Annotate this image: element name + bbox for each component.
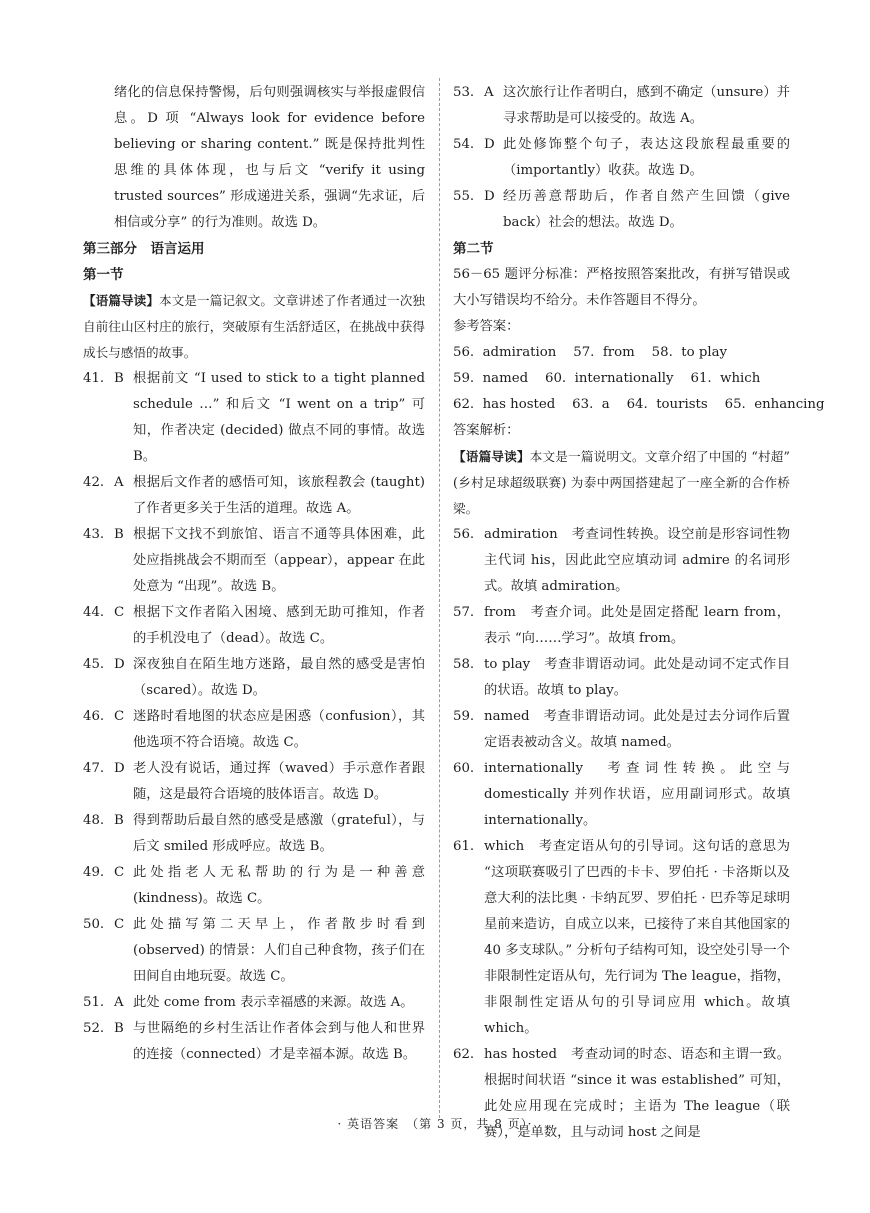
answer-item bbox=[83, 704, 425, 756]
scoring-standard: 56－65 题评分标准：严格按照答案批改，有拼写错误或大小写错误均不给分。未作答题目不得分。 bbox=[453, 267, 790, 308]
answer-item bbox=[83, 652, 425, 704]
item-explanation: 老人没有说话，通过挥（waved）手示意作者跟随，这是最符合语境的肢体语言。故选 D。 bbox=[133, 761, 425, 802]
item-answer: B bbox=[114, 1021, 124, 1036]
item-answer: A bbox=[114, 995, 124, 1010]
item-number: 61. bbox=[453, 839, 475, 854]
item-answer: C bbox=[114, 865, 125, 880]
item-number: 50. bbox=[83, 917, 105, 932]
item-explanation: 根据前文 “I used to stick to a tight planned schedule …” 和后文 “I went on a trip” 可知，作者决定 (decided) 做点不同的事情。故选 B。 bbox=[133, 371, 425, 464]
item-explanation: 此处指老人无私帮助的行为是一种善意(kindness)。故选 C。 bbox=[133, 865, 425, 906]
item-number: 60. bbox=[453, 761, 475, 776]
item-number: 44. bbox=[83, 605, 105, 620]
item-number: 43. bbox=[83, 527, 105, 542]
item-answer: D bbox=[484, 189, 495, 204]
intro-paragraph: 绪化的信息保持警惕，后句则强调核实与举报虚假信息。D 项 “Always look for evidence before believing or sharing content.” 既是保持批判性思维的具体体现，也与后文 “verify it using trusted sources” 形成递进关系，强调“先求证，后相信或分享” 的行为准则。故选 D。 bbox=[114, 85, 425, 230]
item-explanation: 此处 come from 表示幸福感的来源。故选 A。 bbox=[133, 995, 414, 1010]
answer-item bbox=[83, 522, 425, 600]
answer-item bbox=[83, 600, 425, 652]
item-number: 48. bbox=[83, 813, 105, 828]
answer-item bbox=[83, 366, 425, 470]
answer-item bbox=[453, 600, 790, 652]
item-number: 55. bbox=[453, 189, 475, 204]
item-answer: A bbox=[114, 475, 124, 490]
item-explanation: 根据后文作者的感悟可知，该旅程教会 (taught) 了作者更多关于生活的道理。故选 A。 bbox=[133, 475, 425, 516]
answer-item bbox=[83, 1016, 425, 1068]
item-answer: D bbox=[484, 137, 495, 152]
answer-item bbox=[453, 522, 790, 600]
item-answer: C bbox=[114, 917, 125, 932]
item-answer: D bbox=[114, 761, 125, 776]
answer-item bbox=[83, 808, 425, 860]
answer-item bbox=[83, 912, 425, 990]
reference-label: 参考答案： bbox=[453, 319, 520, 334]
answer-item bbox=[83, 860, 425, 912]
item-explanation: 根据下文作者陷入困境、感到无助可推知，作者的手机没电了（dead）。故选 C。 bbox=[133, 605, 425, 646]
answer-key-row: 59. named 60. internationally 61. which bbox=[453, 371, 761, 386]
item-number: 54. bbox=[453, 137, 475, 152]
item-answer: B bbox=[114, 371, 124, 386]
item-answer: C bbox=[114, 605, 125, 620]
explanation-list bbox=[453, 522, 790, 1146]
item-number: 56. bbox=[453, 527, 475, 542]
answer-item bbox=[453, 704, 790, 756]
item-number: 57. bbox=[453, 605, 475, 620]
item-explanation: 经历善意帮助后，作者自然产生回馈（give back）社会的想法。故选 D。 bbox=[503, 189, 790, 230]
item-number: 62. bbox=[453, 1047, 475, 1062]
item-number: 59. bbox=[453, 709, 475, 724]
answer-item bbox=[83, 470, 425, 522]
section-title: 第二节 bbox=[453, 241, 494, 257]
answer-item bbox=[83, 756, 425, 808]
item-explanation: has hosted 考查动词的时态、语态和主谓一致。根据时间状语 “since it was established” 可知，此处应用现在完成时；主语为 The league（联赛），是单数，且与动词 host 之间是 bbox=[484, 1047, 790, 1140]
item-explanation: named 考查非谓语动词。此处是过去分词作后置定语表被动含义。故填 named。 bbox=[484, 709, 790, 750]
answer-key-row: 62. has hosted 63. a 64. tourists 65. enhancing bbox=[453, 397, 825, 412]
answer-item bbox=[453, 756, 790, 834]
left-column bbox=[83, 80, 425, 1068]
item-explanation: 与世隔绝的乡村生活让作者体会到与他人和世界的连接（connected）才是幸福本源。故选 B。 bbox=[133, 1021, 425, 1062]
page-footer: · 英语答案 （第 3 页，共 8 页）· bbox=[337, 1117, 533, 1131]
item-number: 47. bbox=[83, 761, 105, 776]
item-answer: B bbox=[114, 527, 124, 542]
item-number: 53. bbox=[453, 85, 475, 100]
item-explanation: internationally 考查词性转换。此空与 domestically 并列作状语，应用副词形式。故填 internationally。 bbox=[484, 761, 790, 828]
item-answer: A bbox=[484, 85, 494, 100]
item-explanation: which 考查定语从句的引导词。这句话的意思为 “这项联赛吸引了巴西的卡卡、罗伯托 · 卡洛斯以及意大利的法比奥 · 卡纳瓦罗、罗伯托 · 巴乔等足球明星前来造访，自成立以来，已接待了来自其他国家的 40 多支球队。” 分析句子结构可知，设空处引导一个非限制性定语从句，先行词为 The league，指物，非限制性定语从句的引导词应用 which。故填 which。 bbox=[484, 839, 790, 1036]
item-number: 51. bbox=[83, 995, 105, 1010]
item-explanation: 根据下文找不到旅馆、语言不通等具体困难，此处应指挑战会不期而至（appear），appear 在此处意为 “出现”。故选 B。 bbox=[133, 527, 425, 594]
item-explanation: 此处修饰整个句子，表达这段旅程最重要的（importantly）收获。故选 D。 bbox=[503, 137, 790, 178]
item-explanation: 深夜独自在陌生地方迷路，最自然的感受是害怕（scared）。故选 D。 bbox=[133, 657, 425, 698]
item-answer: D bbox=[114, 657, 125, 672]
guide-tag: 【语篇导读】 bbox=[83, 293, 160, 308]
item-explanation: 此处描写第二天早上，作者散步时看到(observed) 的情景：人们自己种食物，孩子们在田间自由地玩耍。故选 C。 bbox=[133, 917, 425, 984]
answer-item bbox=[83, 990, 425, 1016]
answer-key-row: 56. admiration 57. from 58. to play bbox=[453, 345, 728, 360]
answer-item bbox=[453, 132, 790, 184]
item-number: 41. bbox=[83, 371, 105, 386]
guide-text: 本文是一篇说明文。文章介绍了中国的 “村超” (乡村足球超级联赛) 为泰中两国搭建起了一座全新的合作桥梁。 bbox=[453, 449, 790, 516]
item-explanation: admiration 考查词性转换。设空前是形容词性物主代词 his，因此此空应填动词 admire 的名词形式。故填 admiration。 bbox=[484, 527, 790, 594]
guide-tag: 【语篇导读】 bbox=[453, 449, 530, 464]
item-number: 42. bbox=[83, 475, 105, 490]
part-title: 第三部分 语言运用 bbox=[83, 241, 205, 257]
item-number: 58. bbox=[453, 657, 475, 672]
item-number: 46. bbox=[83, 709, 105, 724]
guide-text: 本文是一篇记叙文。文章讲述了作者通过一次独自前往山区村庄的旅行，突破原有生活舒适区，在挑战中获得成长与感悟的故事。 bbox=[83, 293, 426, 360]
item-number: 52. bbox=[83, 1021, 105, 1036]
item-explanation: to play 考查非谓语动词。此处是动词不定式作目的状语。故填 to play。 bbox=[484, 657, 790, 698]
answer-item bbox=[453, 184, 790, 236]
answer-item bbox=[453, 834, 790, 1042]
answer-item bbox=[453, 652, 790, 704]
item-explanation: 迷路时看地图的状态应是困惑（confusion），其他选项不符合语境。故选 C。 bbox=[133, 709, 425, 750]
right-column bbox=[453, 80, 825, 1146]
item-number: 45. bbox=[83, 657, 105, 672]
item-number: 49. bbox=[83, 865, 105, 880]
answer-list bbox=[83, 366, 425, 1068]
analysis-label: 答案解析： bbox=[453, 423, 520, 438]
answer-list bbox=[453, 80, 790, 236]
item-explanation: 这次旅行让作者明白，感到不确定（unsure）并寻求帮助是可以接受的。故选 A。 bbox=[503, 85, 790, 126]
passage-guide bbox=[83, 288, 425, 366]
item-answer: B bbox=[114, 813, 124, 828]
passage-guide bbox=[453, 444, 790, 522]
section-title: 第一节 bbox=[83, 267, 124, 283]
answer-item bbox=[453, 80, 790, 132]
item-answer: C bbox=[114, 709, 125, 724]
column-divider bbox=[439, 78, 440, 1118]
item-explanation: 得到帮助后最自然的感受是感激（grateful），与后文 smiled 形成呼应。故选 B。 bbox=[133, 813, 425, 854]
item-explanation: from 考查介词。此处是固定搭配 learn from，表示 “向……学习”。故填 from。 bbox=[484, 605, 790, 646]
